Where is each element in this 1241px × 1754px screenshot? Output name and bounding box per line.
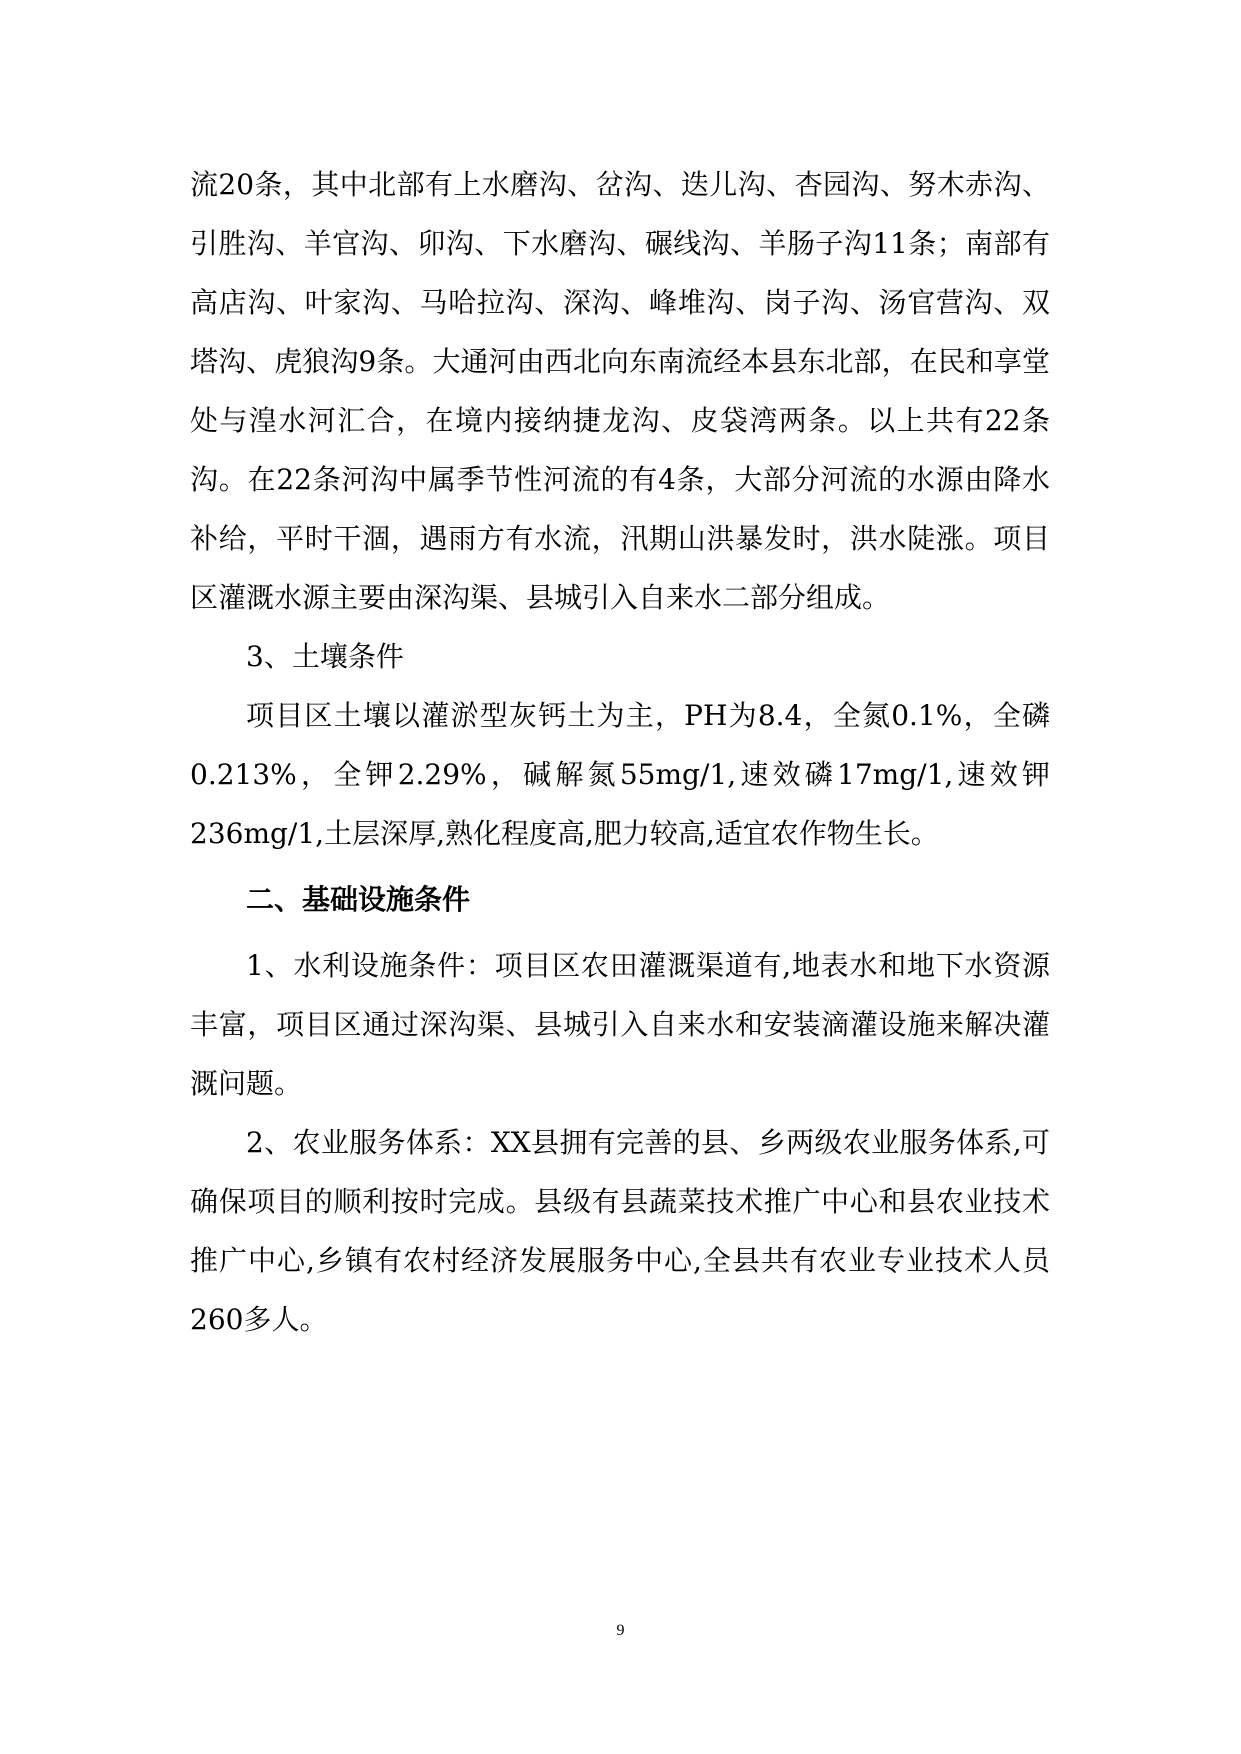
- paragraph-river-description: 流20条，其中北部有上水磨沟、岔沟、迭儿沟、杏园沟、努木赤沟、引胜沟、羊官沟、卯沟、下水磨沟、碾线沟、羊肠子沟11条；南部有高店沟、叶家沟、马哈拉沟、深沟、峰堆沟、岗子沟、汤官营沟、双塔沟、虎狼沟9条。大通河由西北向东南流经本县东北部，在民和享堂处与湟水河汇合，在境内接纳捷龙沟、皮袋湾两条。以上共有22条沟。在22条河沟中属季节性河流的有4条，大部分河流的水源由降水补给，平时干涸，遇雨方有水流，汛期山洪暴发时，洪水陡涨。项目区灌溉水源主要由深沟渠、县城引入自来水二部分组成。: [190, 168, 1050, 614]
- section-heading-soil: 3、土壤条件: [246, 640, 404, 673]
- paragraph-soil-conditions: 项目区土壤以灌淤型灰钙土为主，PH为8.4，全氮0.1%，全磷0.213%，全钾2.29%，碱解氮55mg/1,速效磷17mg/1,速效钾236mg/1,土层深厚,熟化程度高,肥力较高,适宜农作物生长。: [190, 699, 1050, 850]
- paragraph-water-facilities: 1、水利设施条件：项目区农田灌溉渠道有,地表水和地下水资源丰富，项目区通过深沟渠、县城引入自来水和安装滴灌设施来解决灌溉问题。: [190, 949, 1050, 1100]
- document-body: [190, 155, 1050, 1349]
- paragraph-agri-service: 2、农业服务体系：XX县拥有完善的县、乡两级农业服务体系,可确保项目的顺利按时完成。县级有县蔬菜技术推广中心和县农业技术推广中心,乡镇有农村经济发展服务中心,全县共有农业专业技术人员260多人。: [190, 1126, 1050, 1336]
- section-heading-infrastructure: 二、基础设施条件: [246, 883, 471, 916]
- page-number: 9: [616, 1622, 625, 1639]
